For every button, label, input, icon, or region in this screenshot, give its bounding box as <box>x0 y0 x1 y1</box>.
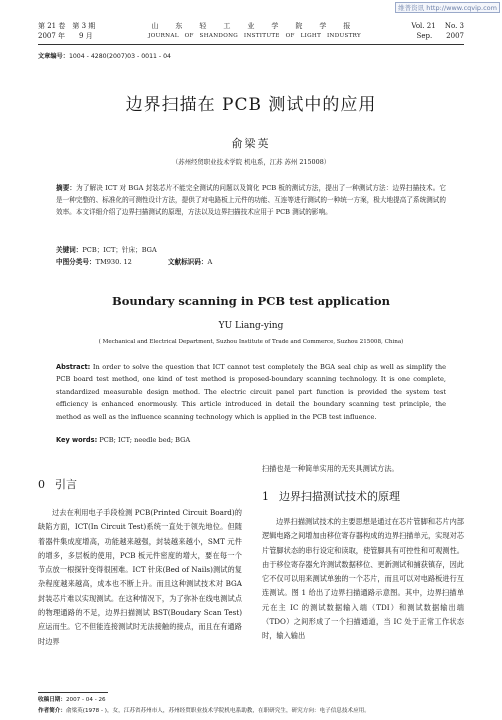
footnote-received <box>38 695 106 703</box>
section-1-heading <box>262 488 410 504</box>
received-label: 收稿日期： <box>38 697 66 703</box>
author-bio-label: 作者简介： <box>38 708 66 714</box>
abstract-en <box>56 361 446 423</box>
title-en: Boundary scanning in PCB test application <box>112 294 390 308</box>
affiliation-en: ( Mechanical and Electrical Department, Suzhou Institute of Trade and Commerce, Suzhou 215008, China) <box>98 339 404 345</box>
intro-paragraph: 过去在利用电子手段检测 PCB(Printed Circuit Board)的缺陷方面，ICT(In Circuit Test)系统一直处于领先地位。但随着器件集成度增高，功能越来越强，封装越来越小，SMT 元件的增多，多层板的使用，PCB 板元件密度的增大，要在每一个节点放一根探针变得很困难。ICT 针床(Bed of Nails)测试的复杂程度越来越高，成本也不断上升。而且这种测试技术对 BGA 封装芯片难以实现测试。在这种情况下，为了弥补在线电测试点的物理通路的不足，边界扫描测试 BST(Boudary Scan Test)应运而生。它不但能连接测试时无法接触的接点，而且在有通路时边界 <box>38 508 242 646</box>
volume-cn: 第 21 卷 第 3 期 <box>38 22 96 30</box>
section-1-title: 边界扫描测试技术的原理 <box>279 490 400 503</box>
article-number-label: 文章编号： <box>38 53 69 60</box>
doc-code-label: 文献标识码： <box>167 258 208 266</box>
section-1-number: 1 <box>262 490 269 503</box>
author-cn: 俞梁英 <box>231 137 271 150</box>
section-0-heading <box>38 476 87 492</box>
keywords-cn <box>56 244 157 254</box>
keywords-en <box>56 436 190 444</box>
principle-paragraph: 边界扫描测试技术的主要思想是通过在芯片管脚和芯片内部逻辑电路之间增加由移位寄存器构成的边界扫描单元，实现对芯片管脚状态的串行设定和读取，使管脚具有可控性和可观测性。由于移位寄存器允许测试数据移位、更新测试和捕获镇存，因此它不仅可以用来测试单独的一个芯片，而且可以对电路板进行互连测试。图 1 给出了边界扫描通路示意图。其中，边界扫描单元在主 IC 的测试数据输入端（TDI）和测试数据输出端（TDO）之间形成了一个扫描通道，当 IC 处于正常工作状态时，输入输出 <box>262 517 464 641</box>
section-0-number: 0 <box>38 478 45 491</box>
footnote-rule <box>38 692 108 693</box>
keywords-en-value: PCB; ICT; needle bed; BGA <box>99 436 191 444</box>
doc-code-value: A <box>207 258 213 266</box>
received-value: 2007 - 04 - 26 <box>65 697 106 703</box>
article-number <box>38 51 171 60</box>
journal-name-en: JOURNAL OF SHANDONG INSTITUTE OF LIGHT INDUSTRY <box>148 33 362 39</box>
abstract-cn-text: 为了解决 ICT 对 BGA 封装芯片不能完全测试的问题以及简化 PCB 板的测试方法，提出了一种测试方法：边界扫描技术。它是一种完整的、标准化的可测性设计方法，提供了对电路板上元件的功能、互连等进行测试的一种统一方案，极大地提高了系统测试的效率。本文详细介绍了边界扫描测试的原理，方法以及边界扫描技术应用于 PCB 测试的影响。 <box>56 184 447 216</box>
right-column-continuation: 扫描也是一种简单实用的无夹具测试方法。 <box>262 464 399 473</box>
footnote-author <box>38 706 370 714</box>
author-bio-value: 俞梁英(1978 - )，女，江苏省苏州市人，苏州经贸职业技术学院机电系助教，在职研究生，研究方向：电子信息技术应用。 <box>65 708 370 714</box>
affiliation-cn: （苏州经贸职业技术学院 机电系，江苏 苏州 215008） <box>171 158 331 166</box>
keywords-en-label: Key words: <box>56 436 98 444</box>
title-cn: 边界扫描在 PCB 测试中的应用 <box>125 95 377 115</box>
abstract-en-label: Abstract: <box>56 363 91 371</box>
journal-name-cn: 山 东 轻 工 业 学 院 学 报 <box>151 22 356 30</box>
abstract-cn <box>56 182 446 218</box>
date-cn: 2007 年 9 月 <box>38 32 93 40</box>
section-0-title: 引言 <box>55 478 77 491</box>
author-en: YU Liang-ying <box>218 321 284 331</box>
date-en: Sep. 2007 <box>416 32 464 40</box>
keywords-cn-value: PCB；ICT；针床；BGA <box>82 246 157 254</box>
watermark: 维普资讯 http://www.cqvip.com <box>395 2 500 13</box>
keywords-cn-label: 关键词： <box>56 246 83 254</box>
doc-code <box>168 256 212 266</box>
clc-value: TM930. 12 <box>95 258 132 266</box>
clc-label: 中图分类号： <box>56 258 96 266</box>
abstract-cn-label: 摘要： <box>56 184 77 192</box>
volume-en: Vol. 21 No. 3 <box>411 22 464 30</box>
classification-row <box>56 256 212 266</box>
journal-header <box>38 18 464 45</box>
abstract-en-text: In order to solve the question that ICT cannot test completely the BGA seal chip as well as simplify the PCB board test method, one kind of test method is proposed-boundary scanning technology. It is one complete, standardized measurable design method. The electric circuit panel part function is provided the system test efficiency is enhanced enormously. This article introduced in detail the boundary scanning test principle, the method as well as the influence scanning technology which is applied in the PCB test influence. <box>56 363 446 421</box>
article-number-value: 1004 - 4280(2007)03 - 0011 - 04 <box>68 53 171 60</box>
clc-number <box>56 256 132 266</box>
